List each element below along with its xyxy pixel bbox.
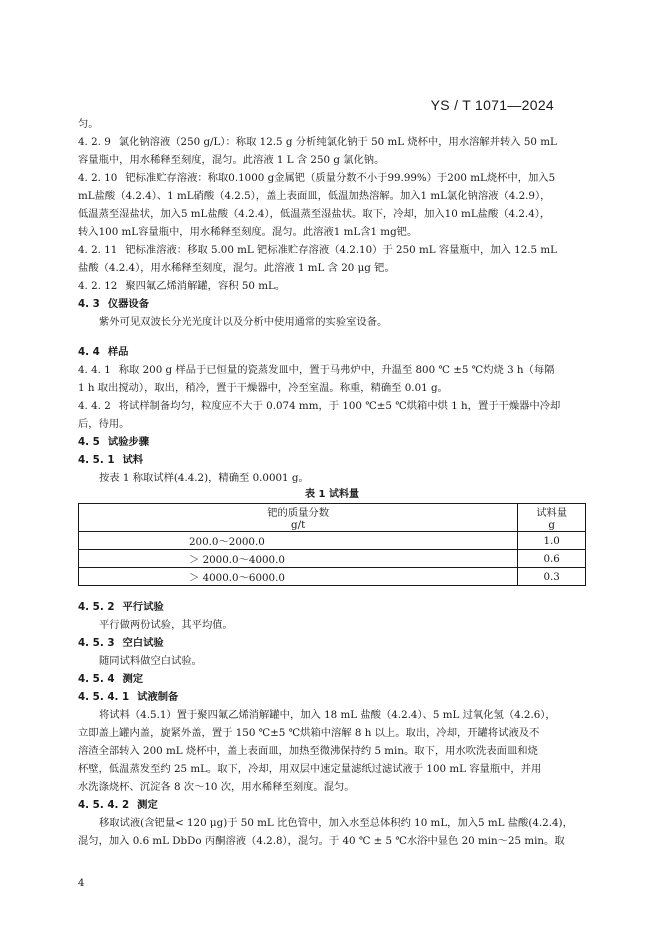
table-cell-range: ＞ 2000.0～4000.0	[79, 550, 518, 568]
table-cell-range: 200.0～2000.0	[79, 532, 518, 550]
standard-code: YS / T 1071—2024	[430, 97, 554, 113]
section-4-5-4-2-heading	[78, 796, 586, 814]
header-unit: g	[548, 519, 555, 531]
clause-number: 4. 4. 2	[78, 400, 111, 412]
section-number: 4. 5. 4	[78, 673, 115, 685]
header-unit: g/t	[291, 519, 306, 531]
section-number: 4. 3	[78, 298, 100, 310]
continuation-text: 匀。	[78, 118, 99, 130]
section-number: 4. 5. 2	[78, 601, 115, 613]
clause-4-2-11	[78, 241, 586, 259]
section-number: 4. 4	[78, 346, 100, 358]
section-4-5-3-heading	[78, 634, 586, 652]
clause-4-2-10	[78, 169, 586, 187]
section-4-5-4-1-heading	[78, 688, 586, 706]
clause-4-2-12	[78, 277, 586, 295]
section-4-4-heading	[78, 343, 586, 361]
section-text-line: 混匀，加入 0.6 mL DbDo 丙酮溶液（4.2.8），混匀。于 40 ℃ ± 5 ℃水浴中显色 20 min～25 min。取	[78, 835, 565, 847]
section-text-line: 杯壁，低温蒸发至约 25 mL。取下，冷却，用双层中速定量滤纸过滤试液于 100 mL 容量瓶中，并用	[78, 763, 542, 775]
clause-text: 氯化钠溶液（250 g/L）：称取 12.5 g 分析纯氯化钠于 50 mL 烧杯中，用水溶解并转入 50 mL	[118, 136, 557, 148]
header-label: 钯的质量分数	[267, 507, 330, 519]
section-text: 紫外可见双波长分光光度计以及分析中使用通常的实验室设备。	[99, 316, 388, 328]
section-text: 平行做两份试验，其平均值。	[99, 619, 233, 631]
table-header-row	[79, 504, 586, 532]
section-text: 将试料（4.5.1）置于聚四氟乙烯消解罐中，加入 18 mL 盐酸（4.2.4）、5 mL 过氧化氢（4.2.6），	[99, 709, 556, 721]
section-text: 随同试料做空白试验。	[99, 655, 202, 667]
clause-number: 4. 2. 10	[78, 172, 118, 184]
section-text: 移取试液(含钯量< 120 μg)于 50 mL 比色管中，加入水至总体积约 10 mL，加入5 mL 盐酸(4.2.4)，	[99, 817, 573, 829]
document-body	[78, 115, 586, 850]
section-4-3-heading	[78, 295, 586, 313]
table-caption: 表 1 试料量	[305, 489, 359, 500]
clause-text-line: 低温蒸至湿盐状，加入5 mL盐酸（4.2.4），低温蒸至湿盐状。取下，冷却，加入10 mL盐酸（4.2.4），	[78, 208, 551, 220]
table-cell-mass: 1.0	[518, 532, 586, 550]
section-title: 样品	[107, 346, 129, 358]
page-number: 4	[78, 878, 85, 889]
section-4-5-1-heading	[78, 451, 586, 469]
section-title: 试验步骤	[107, 436, 150, 448]
section-4-5-heading	[78, 433, 586, 451]
section-text-line: 立即盖上罐内盖，旋紧外盖，置于 150 ℃±5 ℃烘箱中溶解 8 h 以上。取出，冷却，开罐将试液及不	[78, 727, 540, 739]
clause-text: 聚四氟乙烯消解罐，容积 50 mL。	[125, 280, 286, 292]
table-row	[79, 532, 586, 550]
table-header-cell	[79, 504, 518, 532]
section-title: 测定	[122, 673, 144, 685]
section-number: 4. 5. 4. 1	[78, 691, 130, 703]
clause-4-2-9	[78, 133, 586, 151]
table-cell-range: ＞ 4000.0～6000.0	[79, 568, 518, 586]
clause-text: 将试样制备均匀，粒度应不大于 0.074 mm，于 100 ℃±5 ℃烘箱中烘 1 h，置于干燥器中冷却	[118, 400, 561, 412]
clause-number: 4. 2. 12	[78, 280, 118, 292]
table-cell-mass: 0.3	[518, 568, 586, 586]
section-number: 4. 5. 4. 2	[78, 799, 130, 811]
section-title: 试液制备	[137, 691, 179, 703]
clause-text-line: mL盐酸（4.2.4）、1 mL硝酸（4.2.5），盖上表面皿，低温加热溶解。加入1 mL氯化钠溶液（4.2.9），	[78, 190, 551, 202]
section-number: 4. 5	[78, 436, 100, 448]
clause-4-4-2	[78, 397, 586, 415]
clause-text-line: 1 h 取出搅动），取出，稍冷，置于干燥器中，冷至室温。称重，精确至 0.01 g。	[78, 382, 448, 394]
section-text: 按表 1 称取试样(4.4.2)，精确至 0.0001 g。	[99, 472, 309, 484]
clause-text: 称取 200 g 样品于已恒量的瓷蒸发皿中，置于马弗炉中，升温至 800 ℃ ±5 ℃灼烧 3 h（每隔	[118, 364, 555, 376]
table-row	[79, 568, 586, 586]
clause-text-line: 后，待用。	[78, 418, 130, 430]
table-header-cell	[518, 504, 586, 532]
sample-mass-table	[78, 503, 586, 586]
table-cell-mass: 0.6	[518, 550, 586, 568]
section-title: 试料	[122, 454, 144, 466]
table-row	[79, 550, 586, 568]
clause-text-line: 盐酸（4.2.4），用水稀释至刻度，混匀。此溶液 1 mL 含 20 μg 钯。	[78, 262, 395, 274]
section-title: 测定	[137, 799, 158, 811]
clause-number: 4. 2. 9	[78, 136, 111, 148]
section-title: 平行试验	[122, 601, 164, 613]
section-4-5-2-heading	[78, 598, 586, 616]
section-number: 4. 5. 3	[78, 637, 115, 649]
section-text-line: 水洗涤烧杯、沉淀各 8 次～10 次，用水稀释至刻度。混匀。	[78, 781, 355, 793]
clause-text: 钯标准溶液：移取 5.00 mL 钯标准贮存溶液（4.2.10）于 250 mL 容量瓶中，加入 12.5 mL	[125, 244, 557, 256]
clause-text-line: 容量瓶中，用水稀释至刻度，混匀。此溶液 1 L 含 250 g 氯化钠。	[78, 154, 385, 166]
clause-text-line: 转入100 mL容量瓶中，用水稀释至刻度。混匀。此溶液1 mL含1 mg钯。	[78, 226, 418, 238]
section-4-5-4-heading	[78, 670, 586, 688]
section-number: 4. 5. 1	[78, 454, 115, 466]
section-title: 空白试验	[122, 637, 164, 649]
clause-number: 4. 2. 11	[78, 244, 118, 256]
clause-text: 钯标准贮存溶液：称取0.1000 g金属钯（质量分数不小于99.99%）于200 mL烧杯中，加入5	[125, 172, 556, 184]
clause-4-4-1	[78, 361, 586, 379]
clause-number: 4. 4. 1	[78, 364, 111, 376]
section-text-line: 溶渣全部转入 200 mL 烧杯中，盖上表面皿，加热至微沸保持约 5 min。取下，用水吹洗表面皿和烧	[78, 745, 538, 757]
section-title: 仪器设备	[107, 298, 150, 310]
header-label: 试料量	[536, 507, 568, 519]
